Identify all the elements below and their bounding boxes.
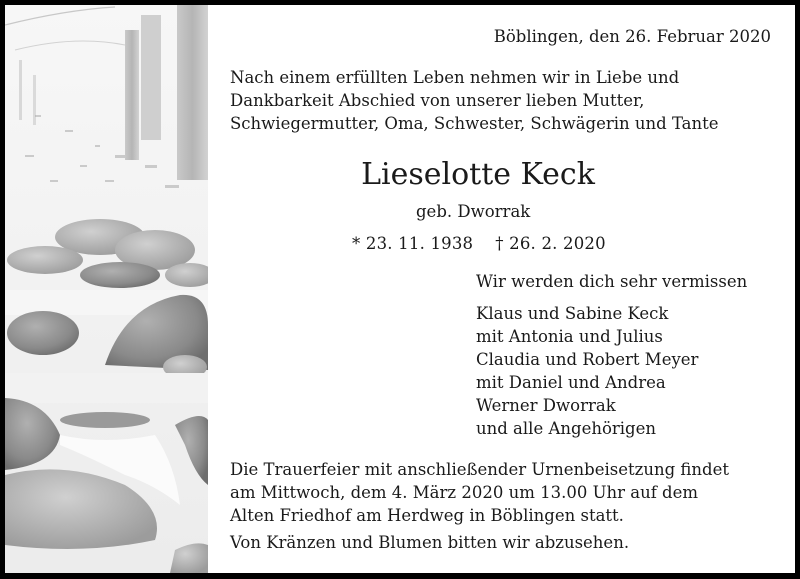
- intro-line: Nach einem erfüllten Leben nehmen wir in Liebe und: [230, 68, 680, 87]
- intro-text: [230, 66, 719, 135]
- obituary-notice: [5, 5, 795, 573]
- intro-line: Dankbarkeit Abschied von unserer lieben Mutter,: [230, 91, 645, 110]
- life-dates: [352, 232, 606, 255]
- place-and-date: Böblingen, den 26. Februar 2020: [493, 27, 771, 46]
- mourning-phrase: Wir werden dich sehr vermissen: [476, 272, 748, 291]
- intro-line: Schwiegermutter, Oma, Schwester, Schwägerin und Tante: [230, 114, 719, 133]
- family-line: mit Daniel und Andrea: [476, 373, 666, 392]
- family-line: mit Antonia und Julius: [476, 327, 663, 346]
- family-line: Klaus und Sabine Keck: [476, 304, 669, 323]
- family-list: [476, 302, 698, 440]
- deceased-name: [5, 157, 795, 193]
- ceremony-info: [230, 458, 729, 527]
- forest-stream-photo: [5, 5, 208, 573]
- ceremony-line: am Mittwoch, dem 4. März 2020 um 13.00 Uhr auf dem: [230, 483, 699, 502]
- family-line: Claudia und Robert Meyer: [476, 350, 699, 369]
- birth-date: * 23. 11. 1938: [352, 234, 474, 253]
- maiden-name: geb. Dworrak: [416, 202, 531, 221]
- death-date: † 26. 2. 2020: [495, 234, 606, 253]
- flowers-note: Von Kränzen und Blumen bitten wir abzusehen.: [230, 533, 630, 552]
- ceremony-line: Die Trauerfeier mit anschließender Urnenbeisetzung findet: [230, 460, 729, 479]
- deceased-name-text: Lieselotte Keck: [361, 157, 595, 192]
- family-line: Werner Dworrak: [476, 396, 616, 415]
- ceremony-line: Alten Friedhof am Herdweg in Böblingen statt.: [230, 506, 624, 525]
- family-line: und alle Angehörigen: [476, 419, 657, 438]
